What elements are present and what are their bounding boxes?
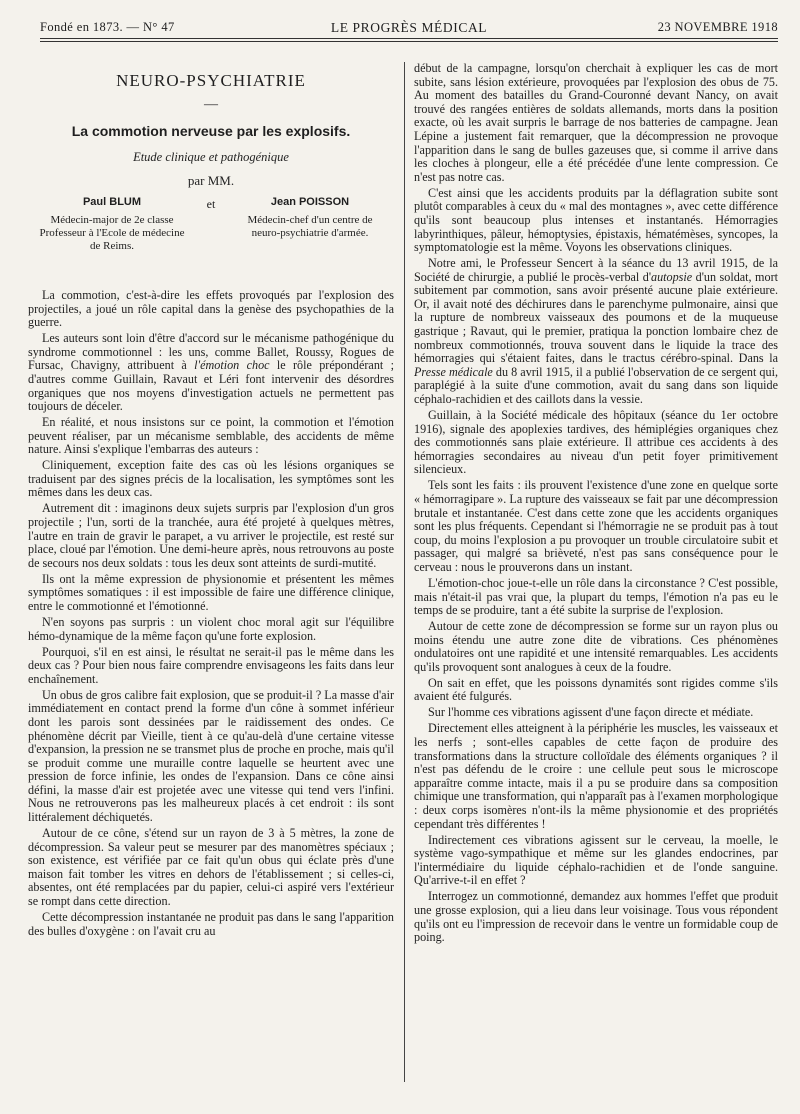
- paragraph: Interrogez un commotionné, demandez aux hommes l'effet que produit une grosse explosion, qui a lieu dans leur voisinage. Tous vous répondent qu'ils ont eu l'impression de recevoir dans le ventre un formidable coup de poing.: [414, 889, 778, 945]
- paragraph: Guillain, à la Société médicale des hôpitaux (séance du 1er octobre 1916), signale des apoplexies tardives, des hémiplégies organiques chez des commotionnés sans plaie extérieure. Il attribue ces accidents à des hémorragies secondaires au niveau d'un petit foyer primitivement silencieux.: [414, 408, 778, 477]
- paragraph: Les auteurs sont loin d'être d'accord sur le mécanisme pathogénique du syndrome commotionnel : les uns, comme Ballet, Roussy, Rogues de Fursac, Chavigny, attribuent à l'émotion choc le rôle prépondérant ; d'autres comme Guillain, Ravaut et Léri font intervenir des désordres organiques que nos moyens d'investigation actuels ne permettent pas toujours de déceler.: [28, 331, 394, 414]
- paragraph: Pourquoi, s'il en est ainsi, le résultat ne serait-il pas le même dans les deux cas ? Pour bien nous faire comprendre envisageons les faits dans leur enchaînement.: [28, 644, 394, 686]
- author-affiliation: Professeur à l'Ecole de médecine: [39, 226, 185, 239]
- issue-date: 23 NOVEMBRE 1918: [657, 20, 778, 34]
- paragraph: N'en soyons pas surpris : un violent choc moral agit sur l'équilibre hémo-dynamique de la même façon qu'une forte explosion.: [28, 614, 394, 643]
- section-dash: —: [204, 96, 218, 112]
- column-divider: [404, 62, 405, 1082]
- paragraph: Notre ami, le Professeur Sencert à la séance du 13 avril 1915, de la Société de chirurgie, a publié le procès-verbal d'autopsie d'un soldat, mort subitement par commotion, sans avoir présenté aucune plaie extérieure. Or, il avait noté des déchirures dans le parenchyme pulmonaire, ainsi que la rupture de nombreux vaisseaux des poumons et de la muqueuse gastrique ; Ravaut, qui le premier, pratiqua la ponction lombaire chez de nombreux commotionnés, trouva souvent dans le liquide la trace des hémorragies qui s'étaient faites, dans le tractus cérébro-spinal. Dans la Presse médicale du 8 avril 1915, il a publié l'observation de ce sergent qui, paraplégié à la suite d'une commotion, avait du sang dans son liquide céphalo-rachidien et des caillots dans la vessie.: [414, 256, 778, 407]
- journal-title: LE PROGRÈS MÉDICAL: [330, 20, 488, 35]
- paragraph: L'émotion-choc joue-t-elle un rôle dans la circonstance ? C'est possible, mais n'était-il pas vrai que, la plupart du temps, l'émotion n'a pas eu le temps de se produire, tant a été subite la surprise de l'explosion.: [414, 575, 778, 618]
- by-line: par MM.: [187, 173, 235, 189]
- paragraph: Indirectement ces vibrations agissent sur le cerveau, la moelle, le système vago-sympathique et même sur les glandes endocrines, par l'intermédiaire du liquide céphalo-rachidien et de l'onde sanguine. Qu'arrive-t-il en effet ?: [414, 832, 778, 888]
- paragraph: C'est ainsi que les accidents produits par la déflagration subite sont plutôt comparables à ceux du « mal des montagnes », avec cette différence qu'ils sont beaucoup plus intenses et instantanés. Hémorragies labyrinthiques, pâleur, hémoptysies, épistaxis, hématémèses, syncopes, la symptomatologie est la même. Voyons les observations cliniques.: [414, 185, 778, 255]
- left-column: [28, 50, 394, 941]
- paragraph: En réalité, et nous insistons sur ce point, la commotion et l'émotion peuvent réaliser, par un mécanisme semblable, des accidents de même nature. Ainsi s'explique l'embarras des auteurs :: [28, 415, 394, 457]
- paragraph: Cette décompression instantanée ne produit pas dans le sang l'apparition des bulles d'oxygène : on l'avait cru au: [28, 910, 394, 938]
- section-heading: NEURO-PSYCHIATRIE: [116, 71, 306, 90]
- right-column: [414, 62, 778, 947]
- author-affiliation: de Reims.: [90, 239, 134, 252]
- paragraph: Autour de cette zone de décompression se forme sur un rayon plus ou moins étendu une autre zone dite de vibrations. Ces phénomènes ondulatoires ont une rapidité et une intensité remarquables. Les accidents qu'ils provoquent sont analogues à ceux de la foudre.: [414, 619, 778, 674]
- paragraph: On sait en effet, que les poissons dynamités sont rigides comme s'ils avaient été fulgurés.: [414, 675, 778, 704]
- paragraph: Autour de ce cône, s'étend sur un rayon de 3 à 5 mètres, la zone de décompression. Sa valeur peut se mesurer par des manomètres spéciaux ; son existence, est vérifiée par ce fait qu'un obus qui éclate près d'une maison fait tomber les vitres en dehors de l'établissement ; si celles-ci, absentes, ont été remplacées par du papier, celui-ci aspiré vers l'extérieur se rompt dans cette direction.: [28, 826, 394, 909]
- author-name: Jean POISSON: [270, 195, 350, 208]
- paragraph: Autrement dit : imaginons deux sujets surpris par l'explosion d'un gros projectile ; l'un, sorti de la tranchée, aura été projeté à quelques mètres, l'autre en train de gravir le parapet, a vu arriver le projectile, est resté sur place, cloué par l'émotion. Une demi-heure après, nous retrouvons au poste de secours nos deux soldats : tous les deux sont atteints de surdi-mutité.: [28, 501, 394, 570]
- paragraph: Sur l'homme ces vibrations agissent d'une façon directe et médiate.: [428, 705, 754, 720]
- article-subtitle: Etude clinique et pathogénique: [133, 149, 289, 164]
- paragraph: Un obus de gros calibre fait explosion, que se produit-il ? La masse d'air immédiatement en contact prend la forme d'un cône à sommet inférieur dont les parois sont dessinées par le raidissement des ondes. Ce phénomène décrit par Vieille, tient à ce qu'au-delà d'une certaine vitesse d'expansion, la pression ne se transmet plus de proche en proche, mais qu'il se produit comme une muraille contre laquelle se heurtent avec une pression de force infinie, les ondes de l'expansion. Dans ce cône ainsi défini, la masse d'air est projetée avec une vitesse qui tend vers l'infini. Nous ne retrouverons pas les malheureux placés à cet endroit : ils sont littéralement déchiquetés.: [28, 687, 394, 825]
- paragraph: Ils ont la même expression de physionomie et présentent les mêmes symptômes somatiques : il est impossible de faire une différence clinique, entre le commotionné et l'émotionné.: [28, 571, 394, 613]
- article-title: La commotion nerveuse par les explosifs.: [71, 123, 351, 140]
- paragraph: Cliniquement, exception faite des cas où les lésions organiques se traduisent par des signes précis de la localisation, les symptômes sont les mêmes dans les deux cas.: [28, 458, 394, 500]
- paragraph: Tels sont les faits : ils prouvent l'existence d'une zone en quelque sorte « hémorragipare ». La rupture des vaisseaux se fait par une décompression brutale et instantanée. C'est dans cette zone que les accidents organiques sont les plus fréquents. Cependant si l'hémorragie ne se produit pas à tout coup, du moins l'explosion a pu provoquer un trouble circulatoire subit et passager, qui malgré sa brièveté, n'est pas sans conséquence pour le cerveau : nous le prouverons dans un instant.: [414, 478, 778, 574]
- paragraph: début de la campagne, lorsqu'on cherchait à expliquer les cas de mort subite, sans lésion extérieure, provoquées par l'explosion des obus de 75. Au moment des batailles du Grand-Couronné devant Nancy, on avait trouvé des rangées entières de soldats allemands, morts dans la position exacte, où les avait surpris le barrage de nos batteries de campagne. Jean Lépine a justement fait remarquer, que la décompression ne provoque l'apparition dans le sang de bulles gazeuses que, si comme il arrive dans les cloches à plongeur, elle a été précédée d'une lente compression. Ce n'est pas notre cas.: [414, 61, 778, 184]
- author-affiliation: Médecin-major de 2e classe: [50, 213, 174, 226]
- header-rule: [40, 38, 778, 42]
- founding-issue: Fondé en 1873. — N° 47: [40, 20, 175, 34]
- paragraph: La commotion, c'est-à-dire les effets provoqués par l'explosion des projectiles, a joué un rôle capital dans la genèse des psychopathies de la guerre.: [28, 287, 394, 330]
- authors-block: [28, 196, 394, 253]
- author-affiliation: Médecin-chef d'un centre de: [247, 213, 373, 226]
- page-header: [40, 20, 778, 36]
- author-poisson: [230, 196, 390, 240]
- author-affiliation: neuro-psychiatrie d'armée.: [251, 226, 369, 239]
- paragraph: Directement elles atteignent à la périphérie les muscles, les vaisseaux et les nerfs ; sont-elles capables de cette façon de produire des transformations dans la structure colloïdale des éléments organiques ? il n'est pas défendu de le croire : une cellule peut sous le microscope apparaître comme intacte, mais il a pu se produire dans sa composition chimique une transformation, qui n'apparaît pas à l'examen morphologique : deux corps isomères n'ont-ils la même physionomie et des propriétés cependant très différentes !: [414, 721, 778, 831]
- author-conjunction: et: [206, 196, 216, 211]
- author-name: Paul BLUM: [82, 195, 142, 208]
- author-blum: [32, 196, 192, 253]
